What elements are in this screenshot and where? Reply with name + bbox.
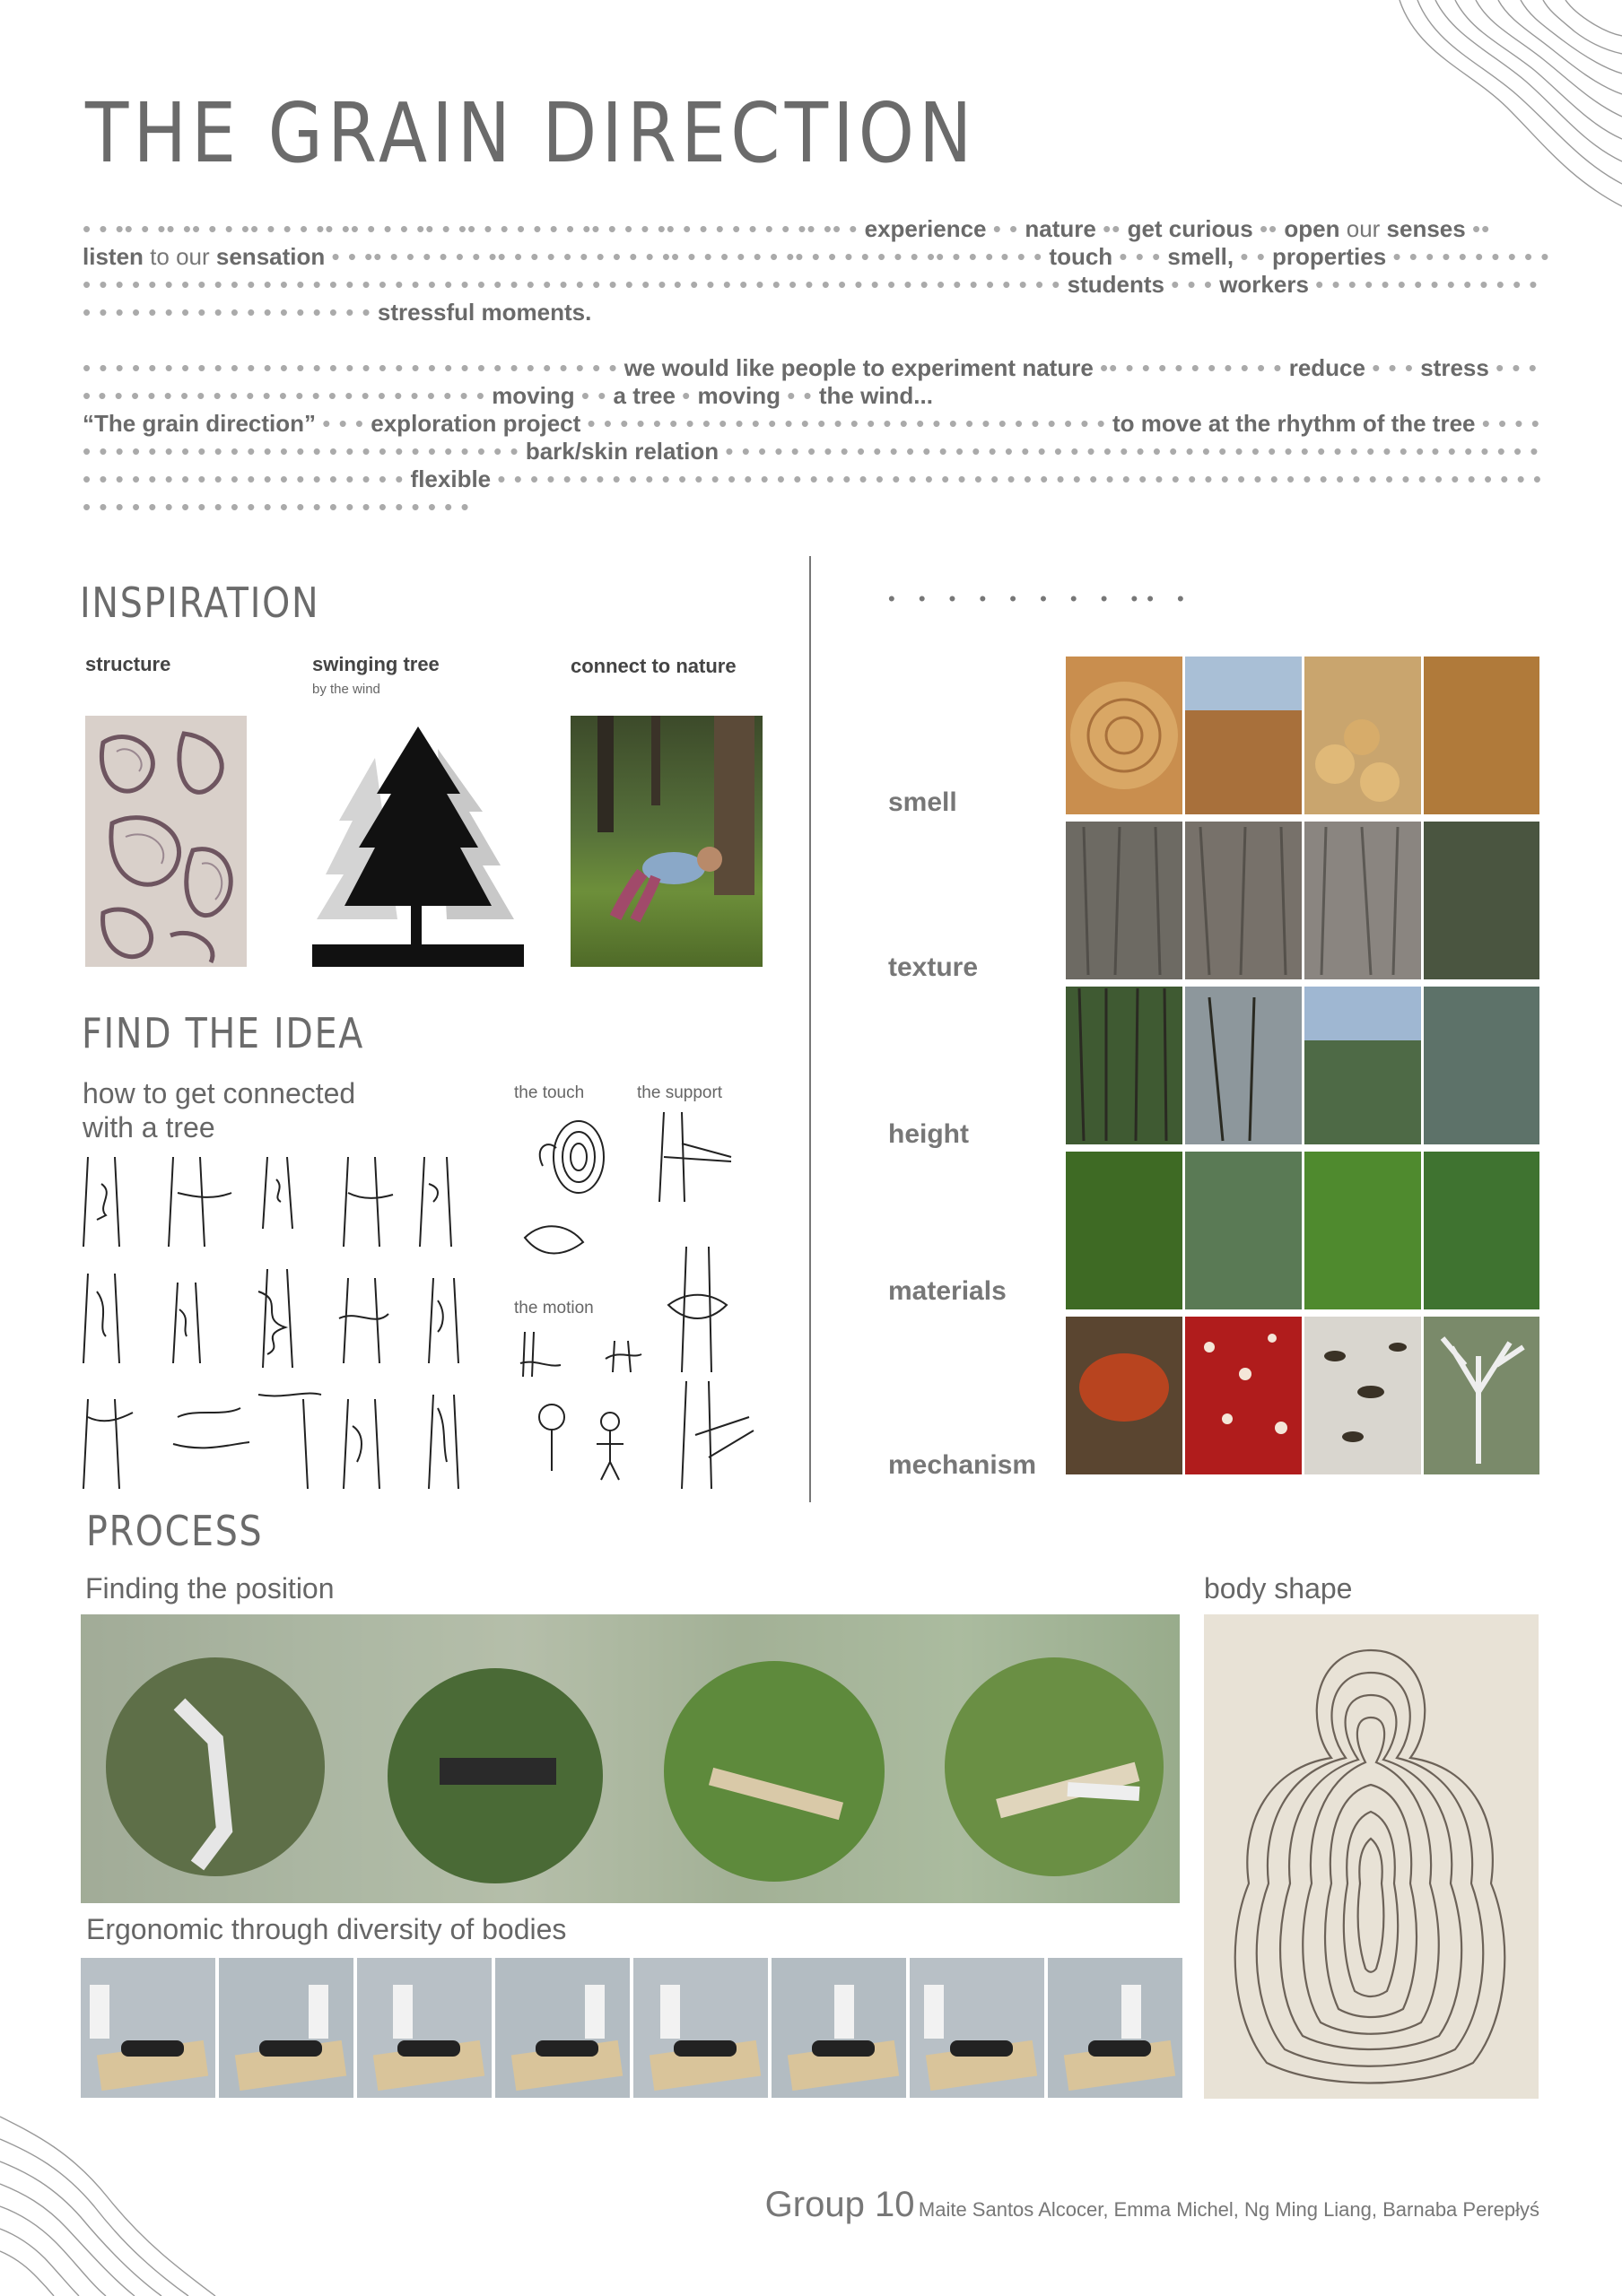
- find-idea-heading: FIND THE IDEA: [82, 1009, 365, 1057]
- inspiration-label-structure: structure: [85, 653, 171, 675]
- sense-label-materials: materials: [888, 1276, 1007, 1306]
- finding-position-photos: [81, 1614, 1180, 1903]
- footer-credits: [765, 2185, 1539, 2225]
- smell-photo-4: [1424, 657, 1539, 814]
- touch-support-motion-sketches: [516, 1112, 776, 1489]
- materials-photo-4: [1424, 1152, 1539, 1309]
- sense-label-mechanism: mechanism: [888, 1450, 1037, 1480]
- intro-paragraph-1: • • •• • •• •• • • •• • • • •• •• • • • •• • •• • • • • • • •• • • • •• • • • • • • • •• •• • experience • • nature •• get curious •• open our senses •• listen to our sensation • • •• • • • • • • •• • • • • • • • • • •• • • • • • • •• • • • • • • • •• • • • • • • touch • • • smell, • • properties • • • • • • • • • • • • • • • • • • • • • • • • • • • • • • • • • • • • • • • • • • • • • • • • • • • • • • • • • • • • • • • • • • • • • • students • • • workers • • • • • • • • • • • • • • • • • • • • • • • • • • • • • • • • stressful moments.: [83, 215, 1550, 326]
- inspiration-label-connect-nature: connect to nature: [571, 655, 737, 677]
- body-shape-contour-image: [1204, 1614, 1539, 2099]
- process-heading: PROCESS: [86, 1507, 264, 1555]
- author-names: Maite Santos Alcocer, Emma Michel, Ng Ming Liang, Barnaba Perepłyś: [918, 2198, 1539, 2221]
- label-the-support: the support: [637, 1083, 723, 1102]
- label-the-motion: the motion: [514, 1299, 594, 1318]
- wood-burl-image: [85, 716, 247, 967]
- inspiration-sublabel-wind: by the wind: [312, 682, 380, 697]
- person-in-forest-photo: [571, 716, 763, 967]
- texture-photo-4: [1424, 822, 1539, 979]
- page-title: THE GRAIN DIRECTION: [85, 85, 977, 181]
- senses-photo-grid: [1066, 657, 1539, 1474]
- materials-photo-1: [1066, 1152, 1182, 1309]
- label-the-touch: the touch: [514, 1083, 585, 1102]
- contour-lines-top-right: [1391, 0, 1622, 215]
- sense-label-texture: texture: [888, 952, 979, 982]
- senses-heading-dots: • • • • • • • • •• •: [888, 587, 1193, 610]
- finding-position-label: Finding the position: [85, 1572, 335, 1605]
- contour-lines-bottom-left: [0, 2099, 233, 2296]
- ergonomic-photo-strip: [81, 1958, 1182, 2098]
- find-idea-subtitle: how to get connected with a tree: [83, 1077, 356, 1144]
- tree-connection-sketches: [79, 1157, 474, 1489]
- intro-text: [83, 215, 1554, 549]
- sense-label-smell: smell: [888, 787, 957, 817]
- intro-paragraph-2: • • • • • • • • • • • • • • • • • • • • • • • • • • • • • • • • • we would like people to experiment nature •• • • • • • • • • • • reduce • • • stress • • • • • • • • • • • • • • • • • • • • • • • • • • • • moving • • a tree • moving • • the wind... “The grain direction” • • • exploration project • • • • • • • • • • • • • • • • • • • • • • • • • • • • • • • • to move at the rhythm of the tree • • • • • • • • • • • • • • • • • • • • • • • • • • • • • • • bark/skin relation • • • • • • • • • • • • • • • • • • • • • • • • • • • • • • • • • • • • • • • • • • • • • • • • • • • • • • • • • • • • • • • • • • • • • • flexible • • • • • • • • • • • • • • • • • • • • • • • • • • • • • • • • • • • • • • • • • • • • • • • • • • • • • • • • • • • • • • • • • • • • • • • • • • • • • • • • • • • • • • • •: [83, 354, 1543, 520]
- mechanism-photo-2: [1185, 1317, 1302, 1474]
- inspiration-label-swinging-tree: swinging tree: [312, 653, 440, 675]
- materials-photo-2: [1185, 1152, 1302, 1309]
- position-photo-swing: [664, 1661, 885, 1882]
- body-shape-label: body shape: [1204, 1572, 1353, 1605]
- inspiration-heading: INSPIRATION: [80, 578, 320, 627]
- column-divider: [809, 556, 811, 1502]
- group-number: Group 10: [764, 2185, 915, 2224]
- materials-photo-3: [1304, 1152, 1421, 1309]
- tree-silhouette-image: [312, 722, 524, 967]
- height-photo-2: [1185, 987, 1302, 1144]
- sense-label-height: height: [888, 1119, 969, 1149]
- ergonomic-label: Ergonomic through diversity of bodies: [86, 1913, 567, 1945]
